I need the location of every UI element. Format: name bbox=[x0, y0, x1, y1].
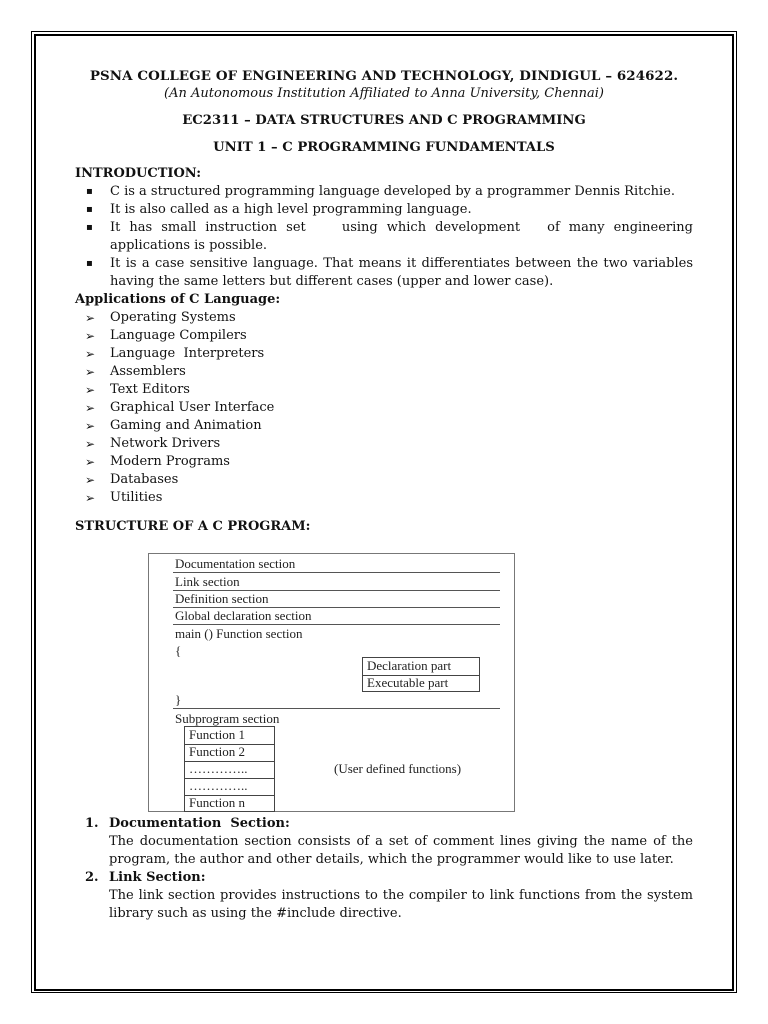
global-section-label: Global declaration section bbox=[175, 608, 312, 623]
ellipsis-row: ………….. bbox=[189, 761, 248, 776]
main-section-label: main () Function section bbox=[175, 626, 303, 641]
item-number: 1. bbox=[85, 816, 99, 831]
item-body: The documentation section consists of a set of comment lines giving the name of the program, the author and other details, which the programmer would like to use later. bbox=[109, 834, 693, 867]
list-item: ➢ Network Drivers bbox=[75, 435, 693, 453]
applications-heading: Applications of C Language: bbox=[75, 292, 281, 307]
open-brace: { bbox=[175, 643, 182, 658]
numbered-heading-documentation bbox=[75, 815, 693, 833]
list-item: ➢ Utilities bbox=[75, 489, 693, 507]
list-item: ▪ C is a structured programming language developed by a programmer Dennis Ritchie. bbox=[75, 183, 693, 201]
numbered-heading-link bbox=[75, 869, 693, 887]
list-item: ➢ Operating Systems bbox=[75, 309, 693, 327]
item-number: 2. bbox=[85, 870, 99, 885]
executable-part-label: Executable part bbox=[367, 675, 449, 690]
numbered-sections bbox=[75, 815, 693, 923]
functions-box bbox=[184, 726, 275, 812]
item-title: Link Section: bbox=[109, 870, 206, 885]
user-defined-functions-note: (User defined functions) bbox=[334, 761, 462, 776]
list-item: ➢ Language Interpreters bbox=[75, 345, 693, 363]
introduction-list bbox=[75, 183, 698, 291]
list-item: ▪ It has small instruction set using which development of many engineering applications is possible. bbox=[75, 219, 693, 255]
affiliation: (An Autonomous Institution Affiliated to Anna University, Chennai) bbox=[164, 86, 604, 101]
course-title: EC2311 – DATA STRUCTURES AND C PROGRAMMING bbox=[182, 113, 586, 128]
item-body: The link section provides instructions to the compiler to link functions from the system library such as using the #include directive. bbox=[109, 888, 693, 921]
list-item: ➢ Modern Programs bbox=[75, 453, 693, 471]
introduction-heading: INTRODUCTION: bbox=[75, 166, 202, 181]
close-brace: } bbox=[175, 692, 182, 707]
divider bbox=[173, 708, 500, 709]
ellipsis-row: ………….. bbox=[189, 778, 248, 793]
list-item: ▪ It is also called as a high level programming language. bbox=[75, 201, 693, 219]
definition-section-label: Definition section bbox=[175, 591, 269, 606]
subprogram-section-label: Subprogram section bbox=[175, 711, 280, 726]
list-item: ➢ Gaming and Animation bbox=[75, 417, 693, 435]
list-item: ➢ Graphical User Interface bbox=[75, 399, 693, 417]
list-item: ➢ Language Compilers bbox=[75, 327, 693, 345]
c-program-structure-diagram bbox=[148, 553, 515, 812]
unit-title: UNIT 1 – C PROGRAMMING FUNDAMENTALS bbox=[213, 140, 555, 155]
declaration-part-label: Declaration part bbox=[367, 658, 452, 673]
document-body bbox=[75, 67, 698, 536]
list-item: ▪ It is a case sensitive language. That means it differentiates between the two variables having the same letters but different cases (upper and lower case). bbox=[75, 255, 693, 291]
link-section-label: Link section bbox=[175, 574, 240, 589]
list-item: ➢ Assemblers bbox=[75, 363, 693, 381]
function-1-label: Function 1 bbox=[189, 727, 245, 742]
documentation-section-label: Documentation section bbox=[175, 556, 296, 571]
applications-list bbox=[75, 309, 693, 507]
function-n-label: Function n bbox=[189, 795, 245, 810]
item-title: Documentation Section: bbox=[109, 816, 290, 831]
college-name: PSNA COLLEGE OF ENGINEERING AND TECHNOLOGY, DINDIGUL – 624622. bbox=[89, 68, 679, 84]
list-item: ➢ Databases bbox=[75, 471, 693, 489]
structure-heading: STRUCTURE OF A C PROGRAM: bbox=[75, 519, 311, 534]
main-body-box bbox=[362, 657, 480, 692]
list-item: ➢ Text Editors bbox=[75, 381, 693, 399]
function-2-label: Function 2 bbox=[189, 744, 245, 759]
